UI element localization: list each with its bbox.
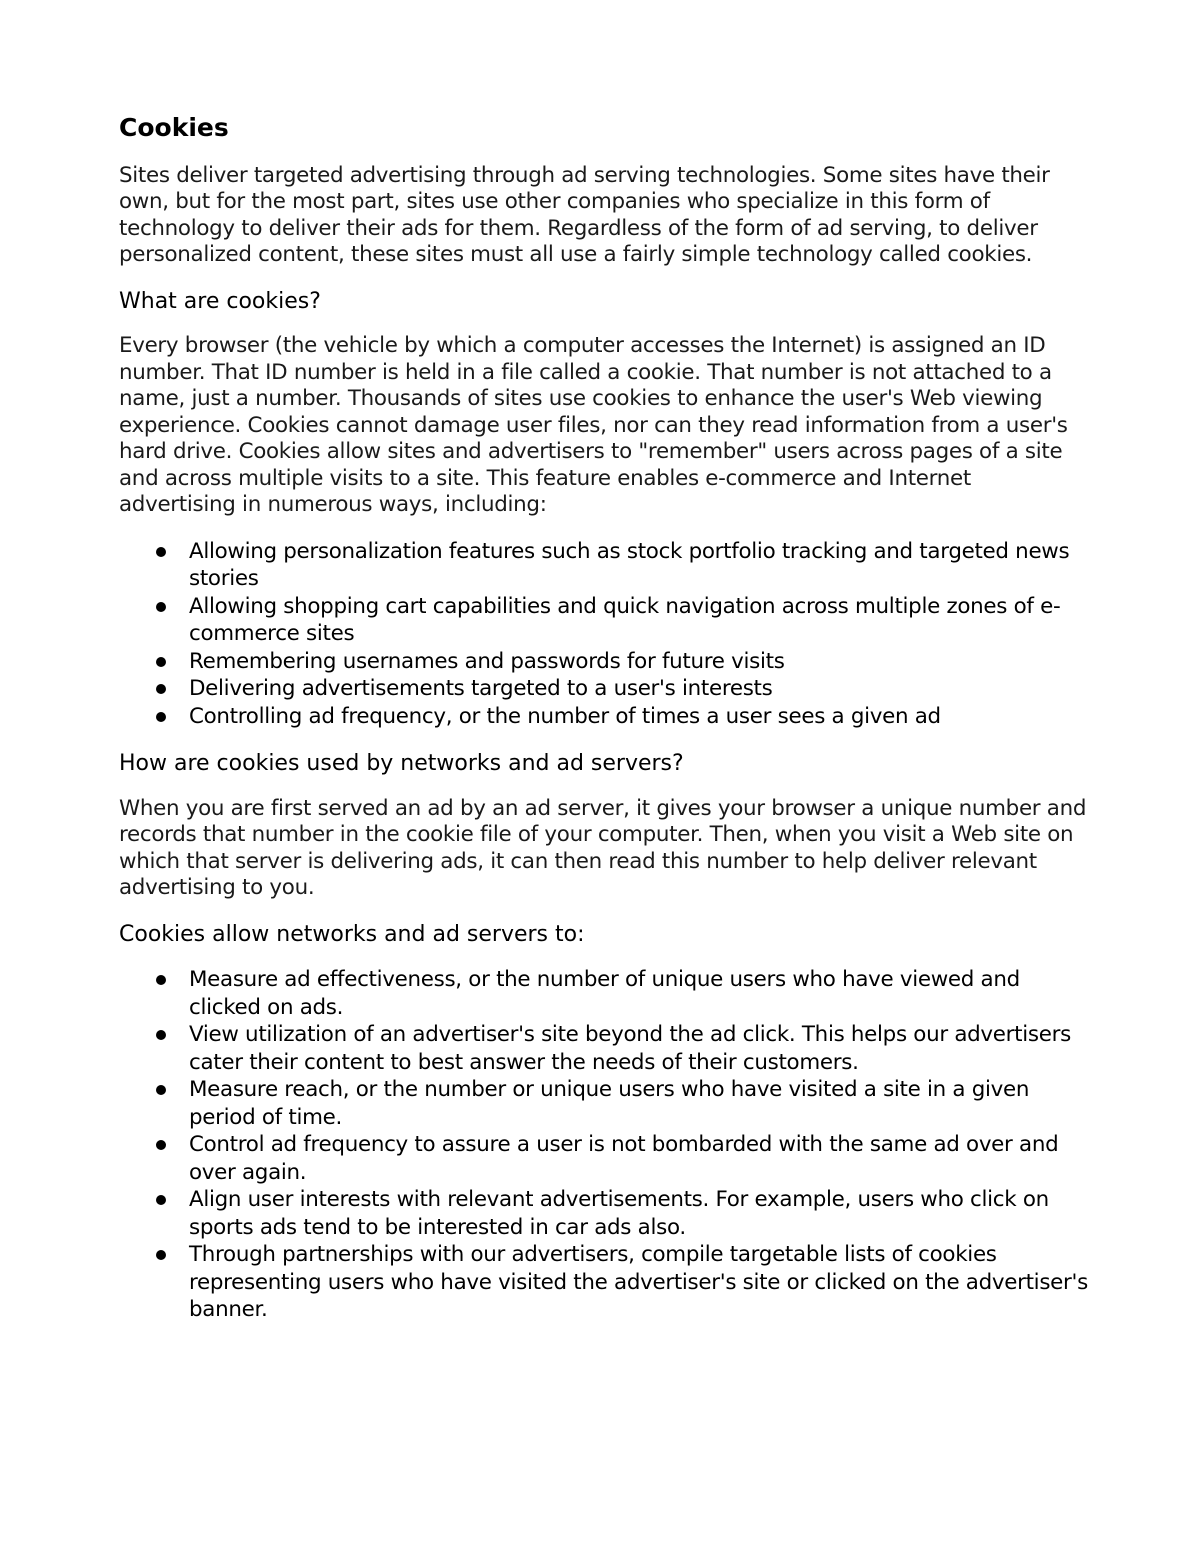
list-item bbox=[189, 1241, 1094, 1324]
bullet-icon bbox=[156, 684, 166, 694]
list-item-text: Control ad frequency to assure a user is not bombarded with the same ad over and over again. bbox=[189, 1132, 1059, 1185]
capabilities-list bbox=[119, 966, 1094, 1324]
list-item bbox=[189, 966, 1094, 1021]
list-item-text: Controlling ad frequency, or the number of times a user sees a given ad bbox=[189, 703, 941, 729]
bullet-icon bbox=[156, 712, 166, 722]
bullet-icon bbox=[156, 975, 166, 985]
bullet-icon bbox=[156, 1030, 166, 1040]
list-item-text: View utilization of an advertiser's site beyond the ad click. This helps our advertisers cater their content to best answer the needs of their customers. bbox=[189, 1022, 1071, 1075]
list-item-text: Align user interests with relevant advertisements. For example, users who click on sports ads tend to be interested in car ads also. bbox=[189, 1187, 1049, 1240]
list-item-text: Delivering advertisements targeted to a user's interests bbox=[189, 676, 773, 701]
list-item-text: Measure reach, or the number or unique users who have visited a site in a given period of time. bbox=[189, 1077, 1030, 1130]
section-paragraph-how-used: When you are first served an ad by an ad server, it gives your browser a unique number and records that number in the cookie file of your computer. Then, when you visit a Web site on which that server is delivering ads, it can then read this number to help deliver relevant advertising to you. bbox=[119, 795, 1087, 900]
bullet-icon bbox=[156, 1195, 166, 1205]
section-heading-cookies-allow: Cookies allow networks and ad servers to: bbox=[119, 921, 585, 947]
bullet-icon bbox=[156, 1140, 166, 1150]
uses-list bbox=[119, 538, 1094, 731]
bullet-icon bbox=[156, 1085, 166, 1095]
section-heading-how-used: How are cookies used by networks and ad servers? bbox=[119, 751, 684, 776]
section-paragraph-what-are-cookies: Every browser (the vehicle by which a computer accesses the Internet) is assigned an ID number. That ID number is held in a file called a cookie. That number is not attached to a name, just a number. Thousands of sites use cookies to enhance the user's Web viewing experience. Cookies cannot damage user files, nor can they read information from a user's hard drive. Cookies allow sites and advertisers to "remember" users across pages of a site and across multiple visits to a site. This feature enables e-commerce and Internet advertising in numerous ways, including: bbox=[119, 333, 1068, 517]
bullet-icon bbox=[156, 657, 166, 667]
list-item-text: Measure ad effectiveness, or the number of unique users who have viewed and clicked on ads. bbox=[189, 967, 1020, 1020]
list-item bbox=[189, 648, 1094, 676]
list-item bbox=[189, 675, 1094, 703]
intro-paragraph: Sites deliver targeted advertising through ad serving technologies. Some sites have their own, but for the most part, sites use other companies who specialize in this form of technology to deliver their ads for them. Regardless of the form of ad serving, to deliver personalized content, these sites must all use a fairly simple technology called cookies. bbox=[119, 162, 1050, 267]
bullet-icon bbox=[156, 547, 166, 557]
list-item-text: Through partnerships with our advertisers, compile targetable lists of cookies representing users who have visited the advertiser's site or clicked on the advertiser's banner. bbox=[189, 1242, 1088, 1322]
list-item bbox=[189, 703, 1094, 731]
list-item-text: Allowing shopping cart capabilities and quick navigation across multiple zones of e-commerce sites bbox=[189, 593, 1061, 646]
list-item bbox=[189, 538, 1094, 593]
list-item bbox=[189, 1076, 1094, 1131]
bullet-icon bbox=[156, 1250, 166, 1260]
list-item-text: Allowing personalization features such as stock portfolio tracking and targeted news stories bbox=[189, 538, 1070, 591]
list-item bbox=[189, 1186, 1094, 1241]
bullet-icon bbox=[156, 602, 166, 612]
document-title: Cookies bbox=[119, 113, 229, 142]
document-page bbox=[119, 112, 1094, 1344]
list-item-text: Remembering usernames and passwords for future visits bbox=[189, 648, 785, 674]
section-heading-what-are-cookies: What are cookies? bbox=[119, 288, 321, 314]
list-item bbox=[189, 593, 1094, 648]
list-item bbox=[189, 1131, 1094, 1186]
list-item bbox=[189, 1021, 1094, 1076]
